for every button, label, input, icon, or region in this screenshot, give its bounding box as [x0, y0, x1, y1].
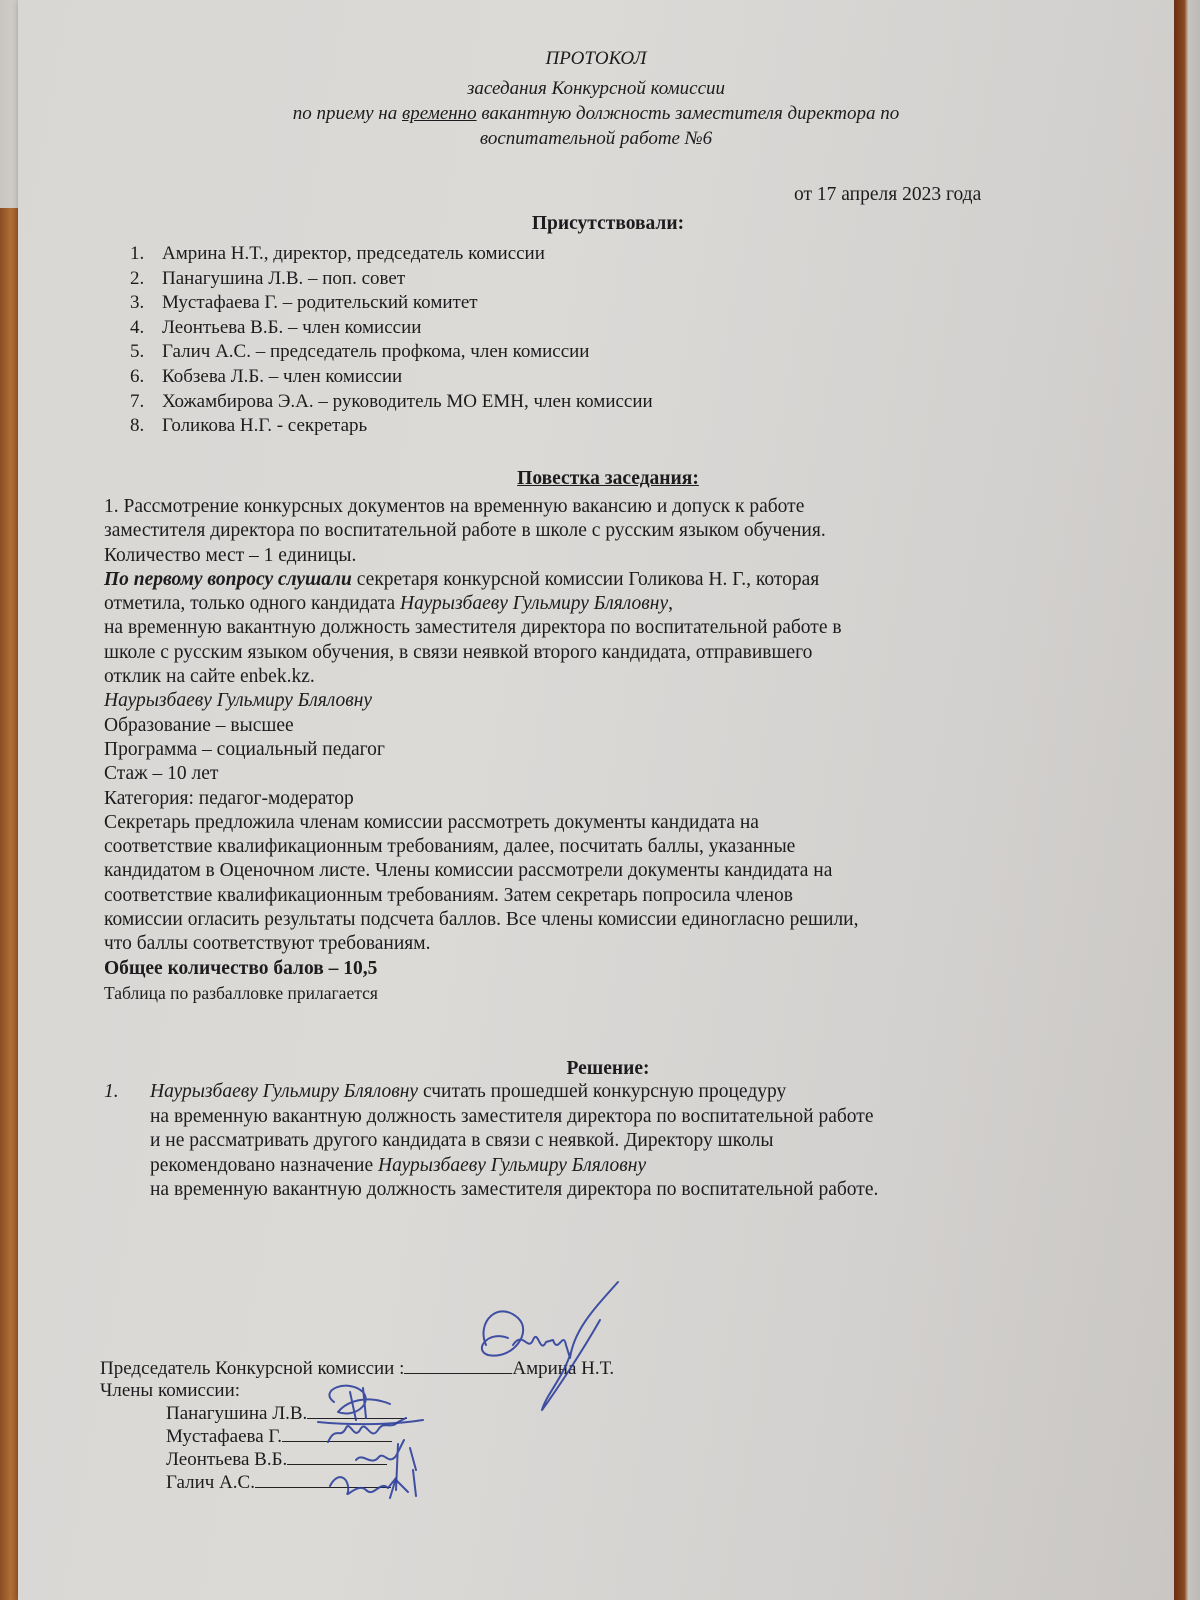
decision-line: и не рассматривать другого кандидата в связи с неявкой. Директору школы	[150, 1130, 774, 1152]
table-note: Таблица по разбалловке прилагается	[104, 982, 378, 1003]
noted-text: отметила, только одного кандидата	[104, 593, 401, 615]
member-signature-row	[100, 1402, 614, 1425]
attendee-text: Кобзева Л.Б. – член комиссии	[162, 365, 403, 387]
chair-label: Председатель Конкурсной комиссии :	[100, 1358, 405, 1379]
total-score: Общее количество балов – 10,5	[104, 957, 378, 979]
decision-number: 1.	[104, 1081, 119, 1102]
review-line: кандидатом в Оценочном листе. Члены комиссии рассмотрели документы кандидата на	[104, 860, 833, 882]
decision-body	[104, 1080, 878, 1203]
candidate-program: Программа – социальный педагог	[104, 738, 385, 760]
signature-line	[404, 1357, 512, 1374]
candidate-experience: Стаж – 10 лет	[104, 763, 219, 785]
document-subtitle: заседания Конкурсной комиссии	[466, 78, 726, 99]
attendees-list	[130, 242, 653, 439]
decision-line	[104, 1080, 878, 1105]
noted-line	[104, 592, 859, 616]
attendee-item	[130, 291, 653, 316]
member-signature-row	[100, 1471, 614, 1494]
chair-signature-row	[100, 1357, 614, 1380]
candidate-name: Наурызбаеву Гульмиру Бляловну	[104, 690, 373, 712]
subtitle-underlined: временно	[401, 103, 477, 124]
candidate-name: Наурызбаеву Гульмиру Бляловну	[150, 1081, 419, 1102]
signature-line	[282, 1425, 392, 1442]
table-edge-right	[1174, 0, 1200, 1600]
candidate-category: Категория: педагог-модератор	[104, 787, 354, 809]
signature-line	[255, 1471, 391, 1488]
review-line: соответствие квалификационным требованиям. Затем секретарь попросила членов	[104, 884, 793, 906]
agenda-body	[104, 495, 859, 1005]
candidate-name: Наурызбаеву Гульмиру Бляловну	[378, 1154, 647, 1176]
chair-name: Амрина Н.Т.	[512, 1358, 615, 1379]
attendee-item	[130, 242, 653, 267]
decision-text: рекомендовано назначение	[150, 1154, 379, 1176]
decision-heading: Решение:	[566, 1058, 650, 1079]
review-line: Секретарь предложила членам комиссии рассмотреть документы кандидата на	[104, 811, 759, 833]
attendee-number: 3.	[130, 292, 145, 314]
attendee-number: 7.	[130, 390, 145, 412]
decision-line: на временную вакантную должность заместителя директора по воспитательной работе.	[150, 1179, 879, 1201]
signature-line	[287, 1448, 387, 1465]
candidate-name: Наурызбаеву Гульмиру Бляловну	[400, 593, 669, 615]
attendee-text: Голикова Н.Г. - секретарь	[162, 415, 368, 437]
review-line: комиссии огласить результаты подсчета баллов. Все члены комиссии единогласно решили,	[104, 909, 859, 931]
agenda-text-line: школе с русским языком обучения, в связи неявкой второго кандидата, отправившего	[104, 641, 813, 663]
attendee-item	[130, 365, 653, 390]
document-title: ПРОТОКОЛ	[545, 48, 647, 69]
heard-line	[104, 568, 859, 592]
attendee-item	[130, 414, 653, 439]
member-signature-row	[100, 1425, 614, 1448]
attendee-number: 4.	[130, 316, 145, 338]
signature-block	[100, 1357, 614, 1494]
attendee-text: Леонтьева В.Б. – член комиссии	[162, 316, 422, 338]
heard-label: По первому вопросу слушали	[104, 568, 352, 590]
review-line: что баллы соответствуют требованиям.	[104, 933, 431, 955]
attendee-number: 8.	[130, 415, 145, 437]
agenda-item-line: заместителя директора по воспитательной работе в школе с русским языком обучения.	[104, 520, 826, 542]
attendee-text: Галич А.С. – председатель профкома, член комиссии	[162, 341, 590, 363]
attendee-item	[130, 340, 653, 365]
attendees-heading: Присутствовали:	[531, 213, 685, 234]
member-name: Леонтьева В.Б.	[166, 1449, 288, 1470]
members-label: Члены комиссии:	[100, 1380, 241, 1401]
document-subtitle-position	[18, 103, 1174, 125]
attendee-number: 2.	[130, 267, 145, 289]
attendee-number: 6.	[130, 365, 145, 387]
agenda-item-line: Количество мест – 1 единицы.	[104, 544, 357, 566]
attendee-number: 1.	[130, 243, 145, 264]
decision-line	[104, 1154, 878, 1179]
candidate-education: Образование – высшее	[104, 714, 294, 736]
heard-text: секретаря конкурсной комиссии Голикова Н. Г., которая	[351, 568, 820, 590]
agenda-heading: Повестка заседания:	[517, 468, 699, 489]
attendee-item	[130, 267, 653, 292]
agenda-item-line: 1. Рассмотрение конкурсных документов на временную вакансию и допуск к работе	[104, 496, 805, 517]
attendee-text: Амрина Н.Т., директор, председатель комиссии	[162, 243, 545, 264]
review-line: соответствие квалификационным требованиям, далее, посчитать баллы, указанные	[104, 836, 796, 858]
attendee-text: Мустафаева Г. – родительский комитет	[162, 292, 478, 314]
subtitle-text: вакантную должность заместителя директора по	[476, 103, 900, 124]
member-name: Галич А.С.	[166, 1472, 255, 1493]
attendee-text: Хожамбирова Э.А. – руководитель МО ЕМН, член комиссии	[162, 390, 653, 412]
document-page	[18, 0, 1174, 1600]
attendee-number: 5.	[130, 341, 145, 363]
attendee-item	[130, 390, 653, 415]
attendee-text: Панагушина Л.В. – поп. совет	[162, 267, 406, 289]
member-name: Мустафаева Г.	[166, 1426, 282, 1447]
member-signature-row	[100, 1448, 614, 1471]
document-date: от 17 апреля 2023 года	[794, 184, 982, 205]
decision-line: на временную вакантную должность заместителя директора по воспитательной работе	[150, 1105, 874, 1127]
signature-line	[307, 1402, 407, 1419]
member-name: Панагушина Л.В.	[166, 1403, 308, 1424]
agenda-text-line: на временную вакантную должность заместителя директора по воспитательной работе в	[104, 617, 842, 639]
subtitle-text: по приему на	[292, 103, 402, 124]
decision-text: считать прошедшей конкурсную процедуру	[418, 1081, 787, 1102]
noted-text: ,	[668, 593, 673, 615]
agenda-text-line: отклик на сайте enbek.kz.	[104, 666, 315, 688]
attendee-item	[130, 316, 653, 341]
document-subtitle-department: воспитательной работе №6	[479, 128, 713, 149]
table-edge-left	[0, 208, 18, 1600]
